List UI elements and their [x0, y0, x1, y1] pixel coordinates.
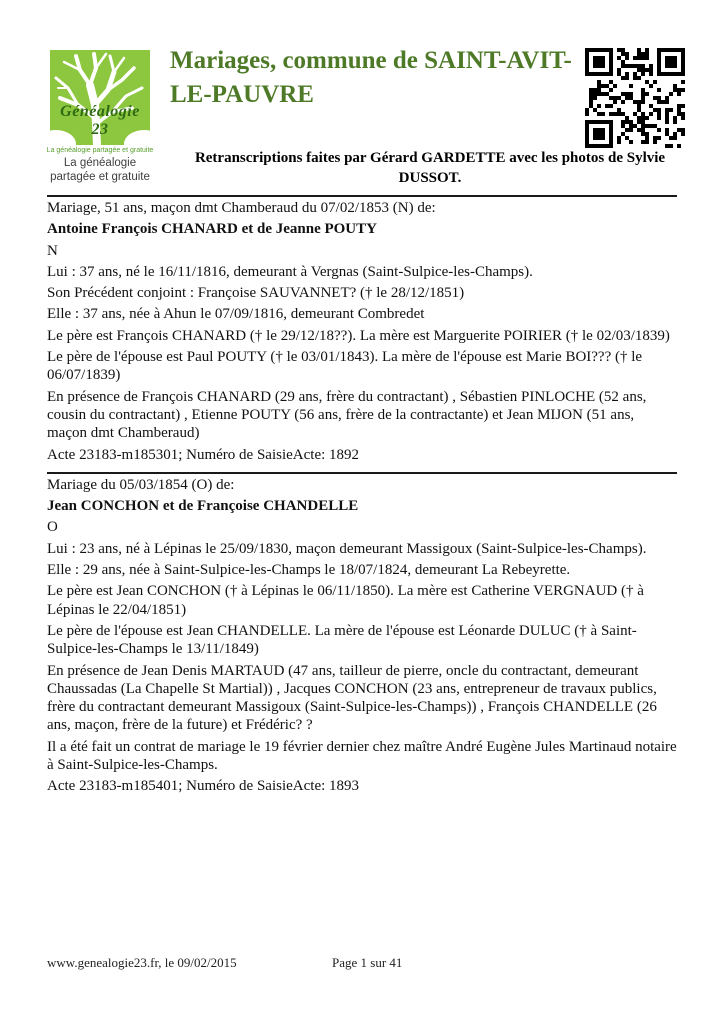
logo-slogan-line2: partagée et gratuite: [50, 170, 150, 183]
qr-code-icon: [585, 48, 685, 148]
record-line: N: [47, 242, 58, 259]
record-line: Le père est François CHANARD († le 29/12/18??). La mère est Marguerite POIRIER († le 02/03/1839): [47, 327, 670, 344]
logo-slogan-small: La généalogie partagée et gratuite: [46, 147, 154, 154]
record-line: En présence de Jean Denis MARTAUD (47 ans, tailleur de pierre, oncle du contractant, demeurant Chaussadas (La Chapelle St Martial)) , Jacques CONCHON (23 ans, entrepreneur de travaux publics, frère du contractant demeurant Massigoux (Saint-Sulpice-les-Champs)) , François CHANDELLE (26 ans, maçon, frère de la future) et Frédéric? ?: [47, 662, 657, 734]
record-line: Elle : 37 ans, née à Ahun le 07/09/1816, demeurant Combredet: [47, 306, 425, 323]
subtitle-line2: DUSSOT.: [398, 169, 462, 186]
subtitle-line1: Retranscriptions faites par Gérard GARDETTE avec les photos de Sylvie: [194, 150, 666, 166]
brand-name: Généalogie 23: [60, 103, 140, 138]
record-intro: Mariage, 51 ans, maçon dmt Chamberaud du 07/02/1853 (N) de:: [47, 200, 436, 216]
record-line: Le père de l'épouse est Jean CHANDELLE. La mère de l'épouse est Léonarde DULUC († à Saint-Sulpice-les-Champs le 13/11/1849): [47, 622, 637, 658]
record-line: O: [47, 519, 58, 536]
page-title: [170, 44, 600, 112]
marriage-record-2: [47, 476, 677, 804]
logo-slogan-line1: La généalogie: [63, 157, 137, 169]
footer-site-date: www.genealogie23.fr, le 09/02/2015: [47, 955, 237, 970]
subtitle: [175, 149, 685, 188]
record-line: Le père est Jean CONCHON († à Lépinas le 06/11/1850). La mère est Catherine VERGNAUD († à Lépinas le 22/04/1851): [47, 583, 644, 618]
record-line: Elle : 29 ans, née à Saint-Sulpice-les-Champs le 18/07/1824, demeurant La Rebeyrette.: [47, 562, 571, 579]
record-couple-names: Antoine François CHANARD et de Jeanne POUTY: [47, 221, 377, 238]
logo-slogan: [35, 157, 165, 185]
record-acte-ref: Acte 23183-m185301; Numéro de SaisieActe: 1892: [47, 446, 360, 463]
marriage-record-1: [47, 199, 677, 472]
page-footer: [47, 955, 677, 975]
tree-logo-icon: [50, 50, 150, 145]
record-line: Lui : 23 ans, né à Lépinas le 25/09/1830, maçon demeurant Massigoux (Saint-Sulpice-les-Champs).: [47, 540, 647, 557]
genealogie23-logo: [46, 50, 154, 183]
record-line: Son Précédent conjoint : Françoise SAUVANNET? († le 28/12/1851): [47, 285, 465, 302]
header-divider: [47, 195, 677, 197]
page-title-line1: Mariages, commune de SAINT-AVIT-: [170, 47, 572, 74]
page-title-line2: LE-PAUVRE: [170, 80, 314, 108]
record-line: En présence de François CHANARD (29 ans, frère du contractant) , Sébastien PINLOCHE (52 ans, cousin du contractant) , Etienne POUTY (56 ans, frère de la contractante) et Jean MIJON (51 ans, maçon dmt Chamberaud): [47, 388, 647, 442]
footer-page-number: Page 1 sur 41: [332, 955, 403, 970]
record-couple-names: Jean CONCHON et de Françoise CHANDELLE: [47, 498, 359, 515]
record-divider: [47, 472, 677, 474]
document-header: [47, 48, 677, 195]
record-intro: Mariage du 05/03/1854 (O) de:: [47, 476, 235, 493]
record-line: Le père de l'épouse est Paul POUTY († le 03/01/1843). La mère de l'épouse est Marie BOI??? († le 06/07/1839): [47, 349, 643, 384]
record-line: Il a été fait un contrat de mariage le 19 février dernier chez maître André Eugène Jules Martinaud notaire à Saint-Sulpice-les-Champs.: [47, 738, 677, 774]
record-line: Lui : 37 ans, né le 16/11/1816, demeurant à Vergnas (Saint-Sulpice-les-Champs).: [47, 263, 533, 280]
record-acte-ref: Acte 23183-m185401; Numéro de SaisieActe: 1893: [47, 778, 360, 795]
